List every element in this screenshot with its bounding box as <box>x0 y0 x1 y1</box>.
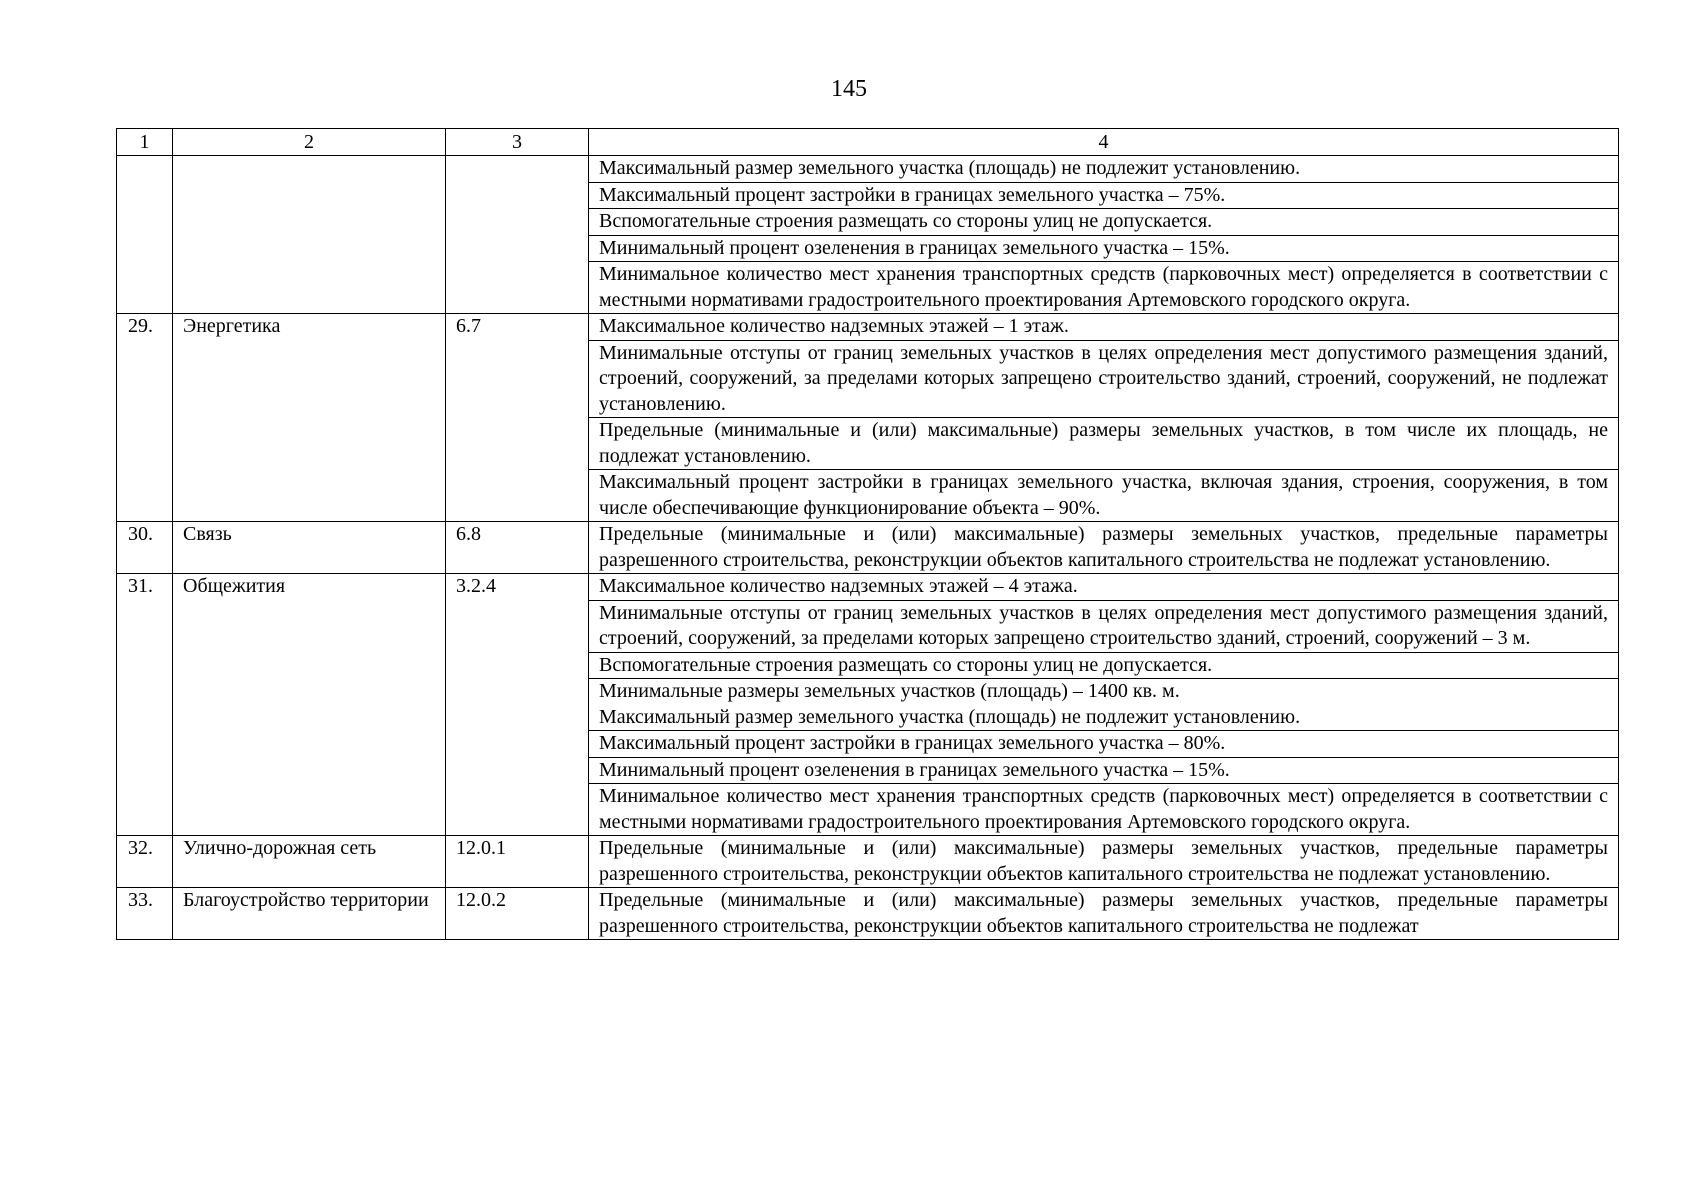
table-row <box>117 574 1619 601</box>
column-header: 4 <box>589 129 1619 156</box>
parameter-text: Минимальные отступы от границ земельных участков в целях определения мест допустимого размещения зданий, строений, сооружений, за пределами которых запрещено строительство зданий, строений, сооружений, не подлежат установлению. <box>589 340 1619 418</box>
table-row <box>117 156 1619 183</box>
land-use-name: Благоустройство территории <box>173 888 446 940</box>
row-number: 32. <box>117 836 173 888</box>
parameter-text: Максимальный процент застройки в границах земельного участка, включая здания, строения, сооружения, в том числе обеспечивающие функционирование объекта – 90%. <box>589 470 1619 522</box>
page-number: 145 <box>831 76 867 102</box>
table-row <box>117 314 1619 341</box>
column-header: 1 <box>117 129 173 156</box>
table-row <box>117 522 1619 574</box>
parameter-text: Максимальный процент застройки в границах земельного участка – 80%. <box>589 731 1619 758</box>
parameter-text: Минимальный процент озеленения в границах земельного участка – 15%. <box>589 235 1619 262</box>
land-use-name: Общежития <box>173 574 446 836</box>
parameter-text: Максимальное количество надземных этажей – 4 этажа. <box>589 574 1619 601</box>
land-use-name: Связь <box>173 522 446 574</box>
parameter-text: Предельные (минимальные и (или) максимальные) размеры земельных участков, предельные параметры разрешенного строительства, реконструкции объектов капитального строительства не подлежат установлению. <box>589 836 1619 888</box>
land-use-name: Энергетика <box>173 314 446 522</box>
parameter-text: Предельные (минимальные и (или) максимальные) размеры земельных участков, в том числе их площадь, не подлежат установлению. <box>589 418 1619 470</box>
land-use-regulations-table <box>116 128 1619 940</box>
parameter-text: Предельные (минимальные и (или) максимальные) размеры земельных участков, предельные параметры разрешенного строительства, реконструкции объектов капитального строительства не подлежат установлению. <box>589 522 1619 574</box>
parameter-text: Максимальный процент застройки в границах земельного участка – 75%. <box>589 182 1619 209</box>
parameter-text: Минимальное количество мест хранения транспортных средств (парковочных мест) определяется в соответствии с местными нормативами градостроительного проектирования Артемовского городского округа. <box>589 784 1619 836</box>
row-number: 31. <box>117 574 173 836</box>
parameter-text: Максимальное количество надземных этажей – 1 этаж. <box>589 314 1619 341</box>
column-header: 2 <box>173 129 446 156</box>
parameter-text: Минимальный процент озеленения в границах земельного участка – 15%. <box>589 757 1619 784</box>
parameter-text: Минимальное количество мест хранения транспортных средств (парковочных мест) определяется в соответствии с местными нормативами градостроительного проектирования Артемовского городского округа. <box>589 262 1619 314</box>
parameter-text: Максимальный размер земельного участка (площадь) не подлежит установлению. <box>589 156 1619 183</box>
parameter-text: Минимальные размеры земельных участков (площадь) – 1400 кв. м. Максимальный размер земельного участка (площадь) не подлежит установлению. <box>589 679 1619 731</box>
row-number <box>117 156 173 314</box>
table-row <box>117 888 1619 940</box>
parameter-text: Вспомогательные строения размещать со стороны улиц не допускается. <box>589 209 1619 236</box>
parameter-text: Минимальные отступы от границ земельных участков в целях определения мест допустимого размещения зданий, строений, сооружений, за пределами которых запрещено строительство зданий, строений, сооружений – 3 м. <box>589 600 1619 652</box>
row-number: 29. <box>117 314 173 522</box>
column-header: 3 <box>446 129 589 156</box>
land-use-code: 6.8 <box>446 522 589 574</box>
land-use-code: 3.2.4 <box>446 574 589 836</box>
column-number-row <box>117 129 1619 156</box>
land-use-code <box>446 156 589 314</box>
row-number: 33. <box>117 888 173 940</box>
table-row <box>117 836 1619 888</box>
parameter-text: Предельные (минимальные и (или) максимальные) размеры земельных участков, предельные параметры разрешенного строительства, реконструкции объектов капитального строительства не подлежат <box>589 888 1619 940</box>
row-number: 30. <box>117 522 173 574</box>
land-use-code: 12.0.1 <box>446 836 589 888</box>
table-body <box>117 156 1619 940</box>
land-use-code: 12.0.2 <box>446 888 589 940</box>
land-use-code: 6.7 <box>446 314 589 522</box>
land-use-name: Улично-дорожная сеть <box>173 836 446 888</box>
land-use-name <box>173 156 446 314</box>
parameter-text: Вспомогательные строения размещать со стороны улиц не допускается. <box>589 652 1619 679</box>
